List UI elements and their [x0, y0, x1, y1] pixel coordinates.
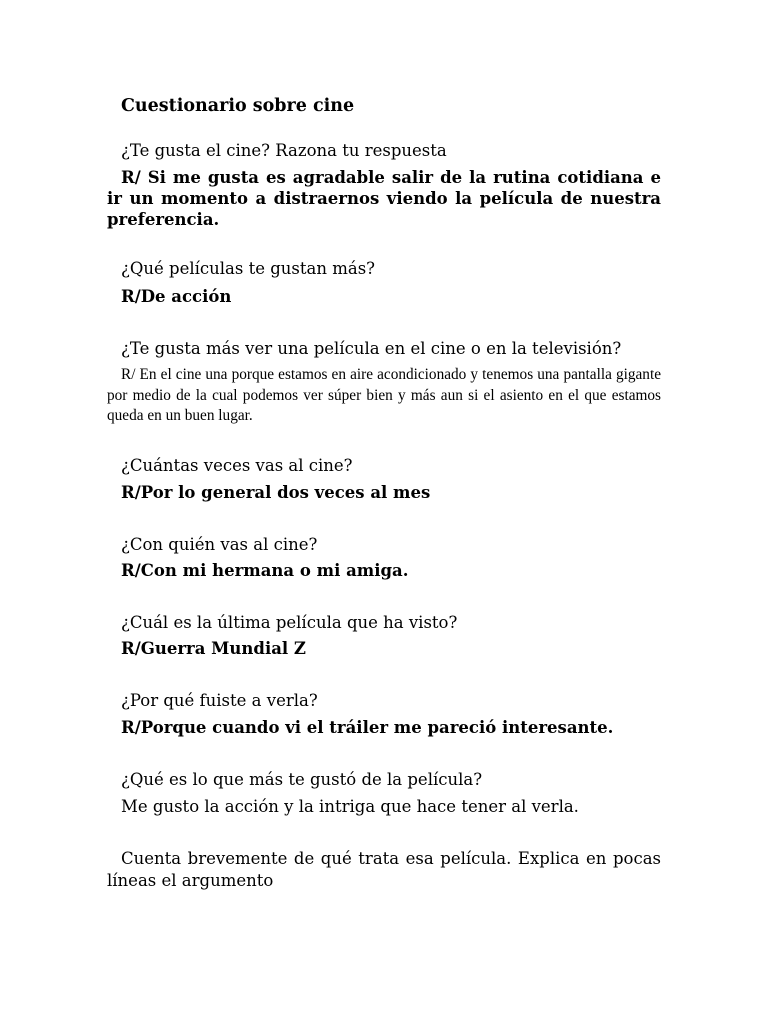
answer-text: R/Porque cuando vi el tráiler me pareció interesante.	[121, 718, 614, 737]
question-text: ¿Te gusta más ver una película en el cine o en la televisión?	[121, 339, 622, 358]
answer-text: R/Por lo general dos veces al mes	[121, 483, 431, 502]
answer-text: R/ Si me gusta es agradable salir de la rutina cotidiana e ir un momento a distraernos viendo la película de nuestra preferencia.	[107, 168, 661, 229]
question-text: ¿Con quién vas al cine?	[121, 535, 318, 554]
question-text: ¿Cuál es la última película que ha visto?	[121, 613, 458, 632]
document-title: Cuestionario sobre cine	[121, 96, 355, 116]
question-text: ¿Te gusta el cine? Razona tu respuesta	[121, 141, 447, 160]
answer-text: R/De acción	[121, 287, 232, 306]
answer-text: R/Guerra Mundial Z	[121, 639, 306, 658]
answer-text: R/ En el cine una porque estamos en aire acondicionado y tenemos una pantalla gigante por medio de la cual podemos ver súper bien y más aun si el asiento en el que estamos queda en un buen lugar.	[107, 366, 661, 424]
answer-text: Me gusto la acción y la intriga que hace tener al verla.	[121, 797, 579, 816]
question-text: ¿Cuántas veces vas al cine?	[121, 456, 353, 475]
question-text: ¿Qué es lo que más te gustó de la película?	[121, 770, 483, 789]
final-prompt: Cuenta brevemente de qué trata esa película. Explica en pocas líneas el argumento	[107, 849, 661, 890]
question-text: ¿Qué películas te gustan más?	[121, 259, 376, 278]
question-text: ¿Por qué fuiste a verla?	[121, 691, 318, 710]
answer-text: R/Con mi hermana o mi amiga.	[121, 561, 409, 580]
